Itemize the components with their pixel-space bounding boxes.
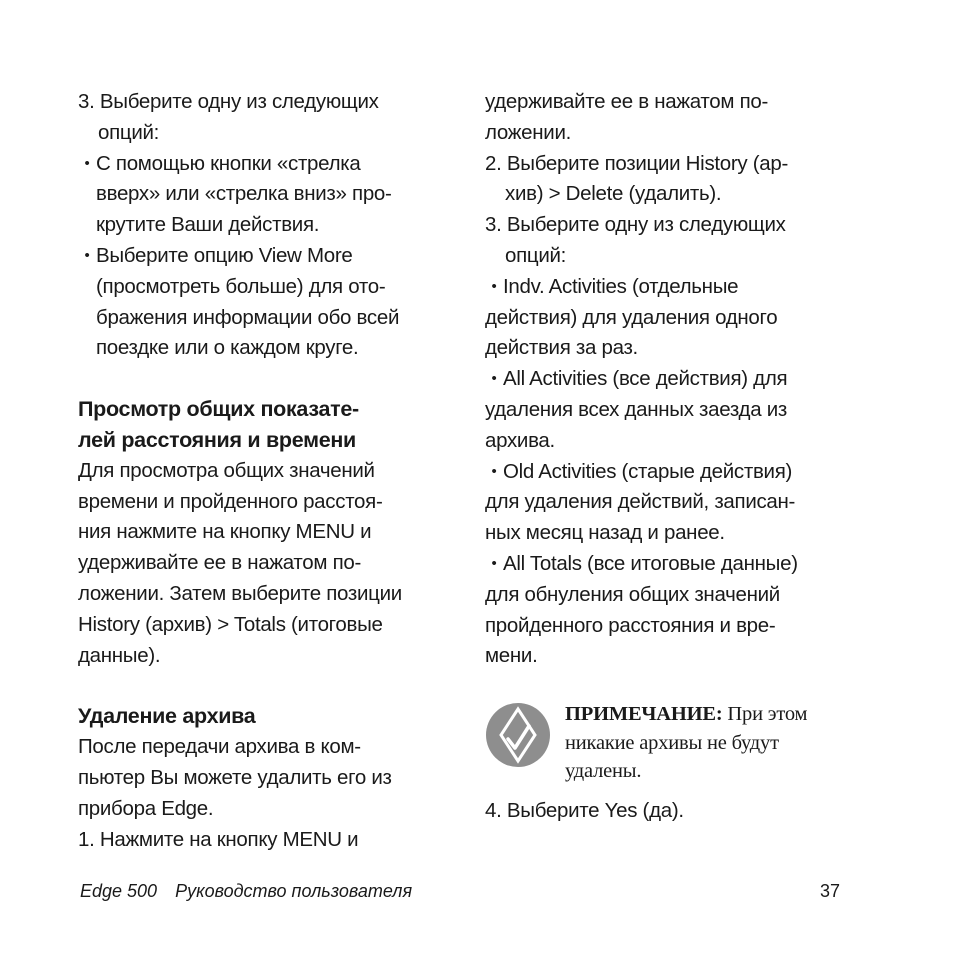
note-label: ПРИМЕЧАНИЕ: [565, 703, 723, 725]
section-body-line: History (архив) > Totals (итоговые [78, 612, 383, 636]
step1-cont-line: ложении. [485, 120, 571, 144]
note-first-line: ПРИМЕЧАНИЕ: При этом [565, 703, 808, 725]
note-check-icon [485, 702, 551, 768]
page-number: 37 [820, 881, 841, 901]
footer-title [80, 877, 412, 905]
step3-line: 3. Выберите одну из следующих [485, 213, 786, 237]
section-body-line: ния нажмите на кнопку MENU и [78, 520, 372, 544]
section-body-line: ложении. Затем выберите позиции [78, 581, 402, 605]
step3-line: 3. Выберите одну из следующих [78, 90, 379, 113]
left-column [78, 87, 448, 855]
bullet-item-cont: вверх» или «стрелка вниз» про- [96, 182, 392, 206]
step1-line: 1. Нажмите на кнопку MENU и [78, 827, 359, 851]
section-heading: Удаление архива [78, 704, 256, 729]
note-box [485, 700, 865, 790]
bullet-item: • Indv. Activities (отдельные [485, 272, 855, 303]
bullet-item-cont: удаления всех данных заезда из [485, 397, 787, 421]
bullet-item-cont: бражения информации обо всей [96, 305, 400, 329]
bullet-item-cont: (просмотреть больше) для ото- [96, 274, 386, 298]
bullet-item: • All Totals (все итоговые данные) [485, 549, 855, 580]
bullet-item-cont: действия за раз. [485, 336, 638, 360]
section-body-line: прибора Edge. [78, 796, 214, 820]
section-body-line: пьютер Вы можете удалить его из [78, 765, 392, 789]
section-body-line: удерживайте ее в нажатом по- [78, 551, 362, 575]
right-column [485, 87, 855, 672]
step2-line: 2. Выберите позиции History (ар- [485, 151, 789, 175]
step3-line: опций: [98, 120, 160, 144]
bullet-item-cont: архива. [485, 428, 555, 452]
section-body-line: данные). [78, 643, 161, 667]
bullet-item-cont: поездке или о каждом круге. [96, 336, 359, 360]
step2-line: хив) > Delete (удалить). [505, 182, 722, 206]
bullet-item-cont: ных месяц назад и ранее. [485, 521, 725, 545]
bullet-item-cont: действия) для удаления одного [485, 305, 778, 329]
bullet-item: • С помощью кнопки «стрелка [78, 149, 448, 180]
note-line: никакие архивы не будут [565, 731, 779, 754]
note-line: удалены. [565, 760, 642, 782]
step1-cont-line: удерживайте ее в нажатом по- [485, 90, 769, 113]
bullet-item-cont: для обнуления общих значений [485, 582, 780, 606]
bullet-item-cont: пройденного расстояния и вре- [485, 613, 776, 637]
bullet-item: • All Activities (все действия) для [485, 364, 855, 395]
bullet-item-cont: мени. [485, 644, 538, 668]
section-heading: Просмотр общих показате- [78, 397, 359, 422]
step4-line: 4. Выберите Yes (да). [485, 799, 684, 822]
bullet-item-cont: для удаления действий, записан- [485, 490, 796, 514]
section-heading: лей расстояния и времени [78, 427, 356, 452]
section-body-line: времени и пройденного расстоя- [78, 489, 383, 513]
bullet-item: • Выберите опцию View More [78, 241, 448, 272]
section-body-line: После передачи архива в ком- [78, 735, 361, 759]
bullet-item-cont: крутите Ваши действия. [96, 213, 320, 237]
footer-product: Edge 500 [80, 881, 158, 901]
bullet-item: • Old Activities (старые действия) [485, 457, 855, 488]
step3-line: опций: [505, 243, 567, 267]
note-text [565, 700, 875, 786]
footer-manual: Руководство пользователя [175, 881, 413, 901]
section-body-line: Для просмотра общих значений [78, 458, 375, 482]
